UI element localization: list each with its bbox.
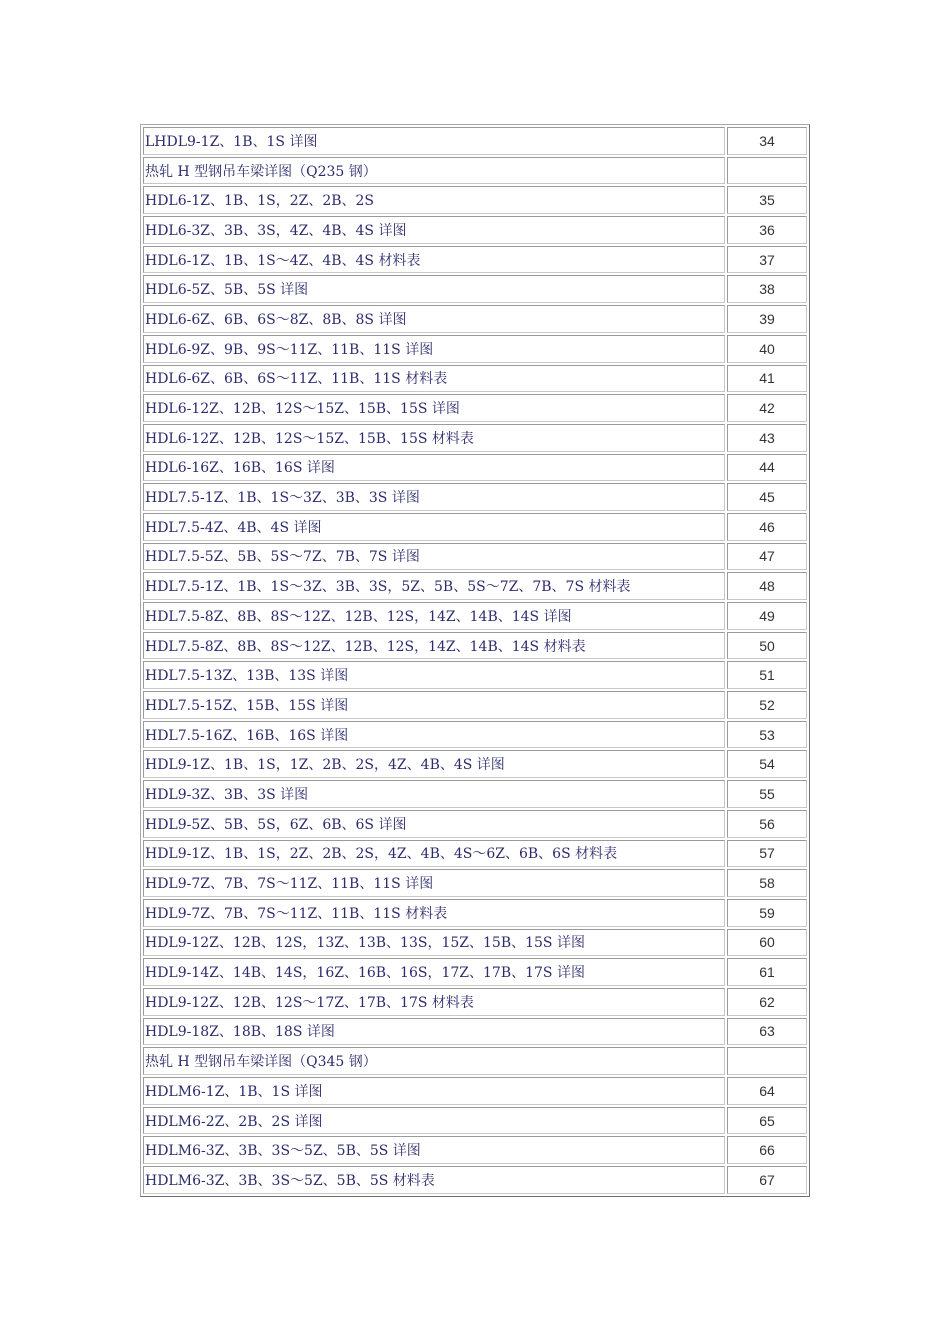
toc-entry-row [143, 246, 807, 274]
toc-entry-row [143, 661, 807, 689]
toc-entry-row [143, 810, 807, 838]
entry-title: HDL6-6Z、6B、6S～8Z、8B、8S 详图 [143, 305, 725, 333]
page-number: 54 [727, 750, 807, 778]
page-number: 43 [727, 424, 807, 452]
page-number: 45 [727, 483, 807, 511]
entry-title: HDL7.5-4Z、4B、4S 详图 [143, 513, 725, 541]
entry-title: HDL6-12Z、12B、12S～15Z、15B、15S 详图 [143, 394, 725, 422]
toc-entry-row [143, 958, 807, 986]
page-number: 53 [727, 721, 807, 749]
entry-title: HDL7.5-1Z、1B、1S～3Z、3B、3S 详图 [143, 483, 725, 511]
toc-entry-row [143, 840, 807, 868]
entry-title: HDL9-7Z、7B、7S～11Z、11B、11S 详图 [143, 869, 725, 897]
page-number: 55 [727, 780, 807, 808]
page-number: 50 [727, 632, 807, 660]
toc-entry-row [143, 454, 807, 482]
page-number: 64 [727, 1077, 807, 1105]
entry-title: HDL6-6Z、6B、6S～11Z、11B、11S 材料表 [143, 365, 725, 393]
toc-entry-row [143, 691, 807, 719]
section-heading: 热轧 H 型钢吊车梁详图（Q235 钢） [143, 157, 725, 185]
page-number: 52 [727, 691, 807, 719]
page-number: 35 [727, 186, 807, 214]
toc-entry-row [143, 750, 807, 778]
toc-entry-row [143, 1077, 807, 1105]
page-number: 67 [727, 1166, 807, 1194]
toc-section-header-row [143, 157, 807, 185]
entry-title: HDL6-12Z、12B、12S～15Z、15B、15S 材料表 [143, 424, 725, 452]
toc-entry-row [143, 929, 807, 957]
entry-title: HDL9-7Z、7B、7S～11Z、11B、11S 材料表 [143, 899, 725, 927]
entry-title: HDL9-12Z、12B、12S～17Z、17B、17S 材料表 [143, 988, 725, 1016]
toc-entry-row [143, 1136, 807, 1164]
toc-entry-row [143, 780, 807, 808]
toc-entry-row [143, 335, 807, 363]
entry-title: HDL9-1Z、1B、1S，1Z、2B、2S，4Z、4B、4S 详图 [143, 750, 725, 778]
toc-entry-row [143, 543, 807, 571]
toc-entry-row [143, 899, 807, 927]
toc-entry-row [143, 513, 807, 541]
entry-title: HDL9-1Z、1B、1S，2Z、2B、2S，4Z、4B、4S～6Z、6B、6S 材料表 [143, 840, 725, 868]
toc-entry-row [143, 127, 807, 155]
page-number: 49 [727, 602, 807, 630]
page-number: 34 [727, 127, 807, 155]
entry-title: HDL9-3Z、3B、3S 详图 [143, 780, 725, 808]
entry-title: HDLM6-1Z、1B、1S 详图 [143, 1077, 725, 1105]
page-number: 37 [727, 246, 807, 274]
entry-title: HDL7.5-16Z、16B、16S 详图 [143, 721, 725, 749]
page-number: 57 [727, 840, 807, 868]
page-number: 59 [727, 899, 807, 927]
toc-entry-row [143, 394, 807, 422]
entry-title: HDL6-5Z、5B、5S 详图 [143, 275, 725, 303]
entry-title: HDLM6-3Z、3B、3S～5Z、5B、5S 材料表 [143, 1166, 725, 1194]
page-number: 38 [727, 275, 807, 303]
page-number: 46 [727, 513, 807, 541]
toc-section-header-row [143, 1047, 807, 1075]
page-number: 66 [727, 1136, 807, 1164]
entry-title: HDL7.5-15Z、15B、15S 详图 [143, 691, 725, 719]
page-number: 36 [727, 216, 807, 244]
toc-entry-row [143, 216, 807, 244]
entry-title: HDL7.5-5Z、5B、5S～7Z、7B、7S 详图 [143, 543, 725, 571]
page-number [727, 1047, 807, 1075]
entry-title: HDLM6-2Z、2B、2S 详图 [143, 1107, 725, 1135]
toc-entry-row [143, 572, 807, 600]
page-number: 62 [727, 988, 807, 1016]
toc-entry-row [143, 483, 807, 511]
page-number: 65 [727, 1107, 807, 1135]
page-number: 51 [727, 661, 807, 689]
page-number [727, 157, 807, 185]
entry-title: HDL6-9Z、9B、9S～11Z、11B、11S 详图 [143, 335, 725, 363]
entry-title: HDL6-1Z、1B、1S～4Z、4B、4S 材料表 [143, 246, 725, 274]
entry-title: HDL7.5-1Z、1B、1S～3Z、3B、3S，5Z、5B、5S～7Z、7B、7S 材料表 [143, 572, 725, 600]
toc-entry-row [143, 1166, 807, 1194]
page-number: 44 [727, 454, 807, 482]
toc-entry-row [143, 602, 807, 630]
toc-entry-row [143, 721, 807, 749]
toc-entry-row [143, 1018, 807, 1046]
entry-title: HDL9-18Z、18B、18S 详图 [143, 1018, 725, 1046]
page-number: 60 [727, 929, 807, 957]
page-number: 42 [727, 394, 807, 422]
section-heading: 热轧 H 型钢吊车梁详图（Q345 钢） [143, 1047, 725, 1075]
toc-entry-row [143, 275, 807, 303]
page-number: 40 [727, 335, 807, 363]
page-number: 41 [727, 365, 807, 393]
page-number: 48 [727, 572, 807, 600]
page-number: 63 [727, 1018, 807, 1046]
toc-entry-row [143, 988, 807, 1016]
toc-entry-row [143, 305, 807, 333]
page-number: 58 [727, 869, 807, 897]
page-number: 39 [727, 305, 807, 333]
page-number: 56 [727, 810, 807, 838]
toc-entry-row [143, 424, 807, 452]
entry-title: HDLM6-3Z、3B、3S～5Z、5B、5S 详图 [143, 1136, 725, 1164]
toc-table [140, 124, 810, 1197]
entry-title: HDL9-12Z、12B、12S，13Z、13B、13S，15Z、15B、15S 详图 [143, 929, 725, 957]
toc-entry-row [143, 632, 807, 660]
toc-entry-row [143, 869, 807, 897]
toc-entry-row [143, 186, 807, 214]
page-number: 61 [727, 958, 807, 986]
page-number: 47 [727, 543, 807, 571]
entry-title: HDL7.5-8Z、8B、8S～12Z、12B、12S，14Z、14B、14S 材料表 [143, 632, 725, 660]
entry-title: HDL6-1Z、1B、1S，2Z、2B、2S [143, 186, 725, 214]
entry-title: HDL6-16Z、16B、16S 详图 [143, 454, 725, 482]
entry-title: HDL9-5Z、5B、5S，6Z、6B、6S 详图 [143, 810, 725, 838]
entry-title: HDL9-14Z、14B、14S，16Z、16B、16S，17Z、17B、17S 详图 [143, 958, 725, 986]
toc-entry-row [143, 1107, 807, 1135]
toc-entry-row [143, 365, 807, 393]
entry-title: HDL7.5-8Z、8B、8S～12Z、12B、12S，14Z、14B、14S 详图 [143, 602, 725, 630]
entry-title: HDL6-3Z、3B、3S，4Z、4B、4S 详图 [143, 216, 725, 244]
entry-title: HDL7.5-13Z、13B、13S 详图 [143, 661, 725, 689]
entry-title: LHDL9-1Z、1B、1S 详图 [143, 127, 725, 155]
